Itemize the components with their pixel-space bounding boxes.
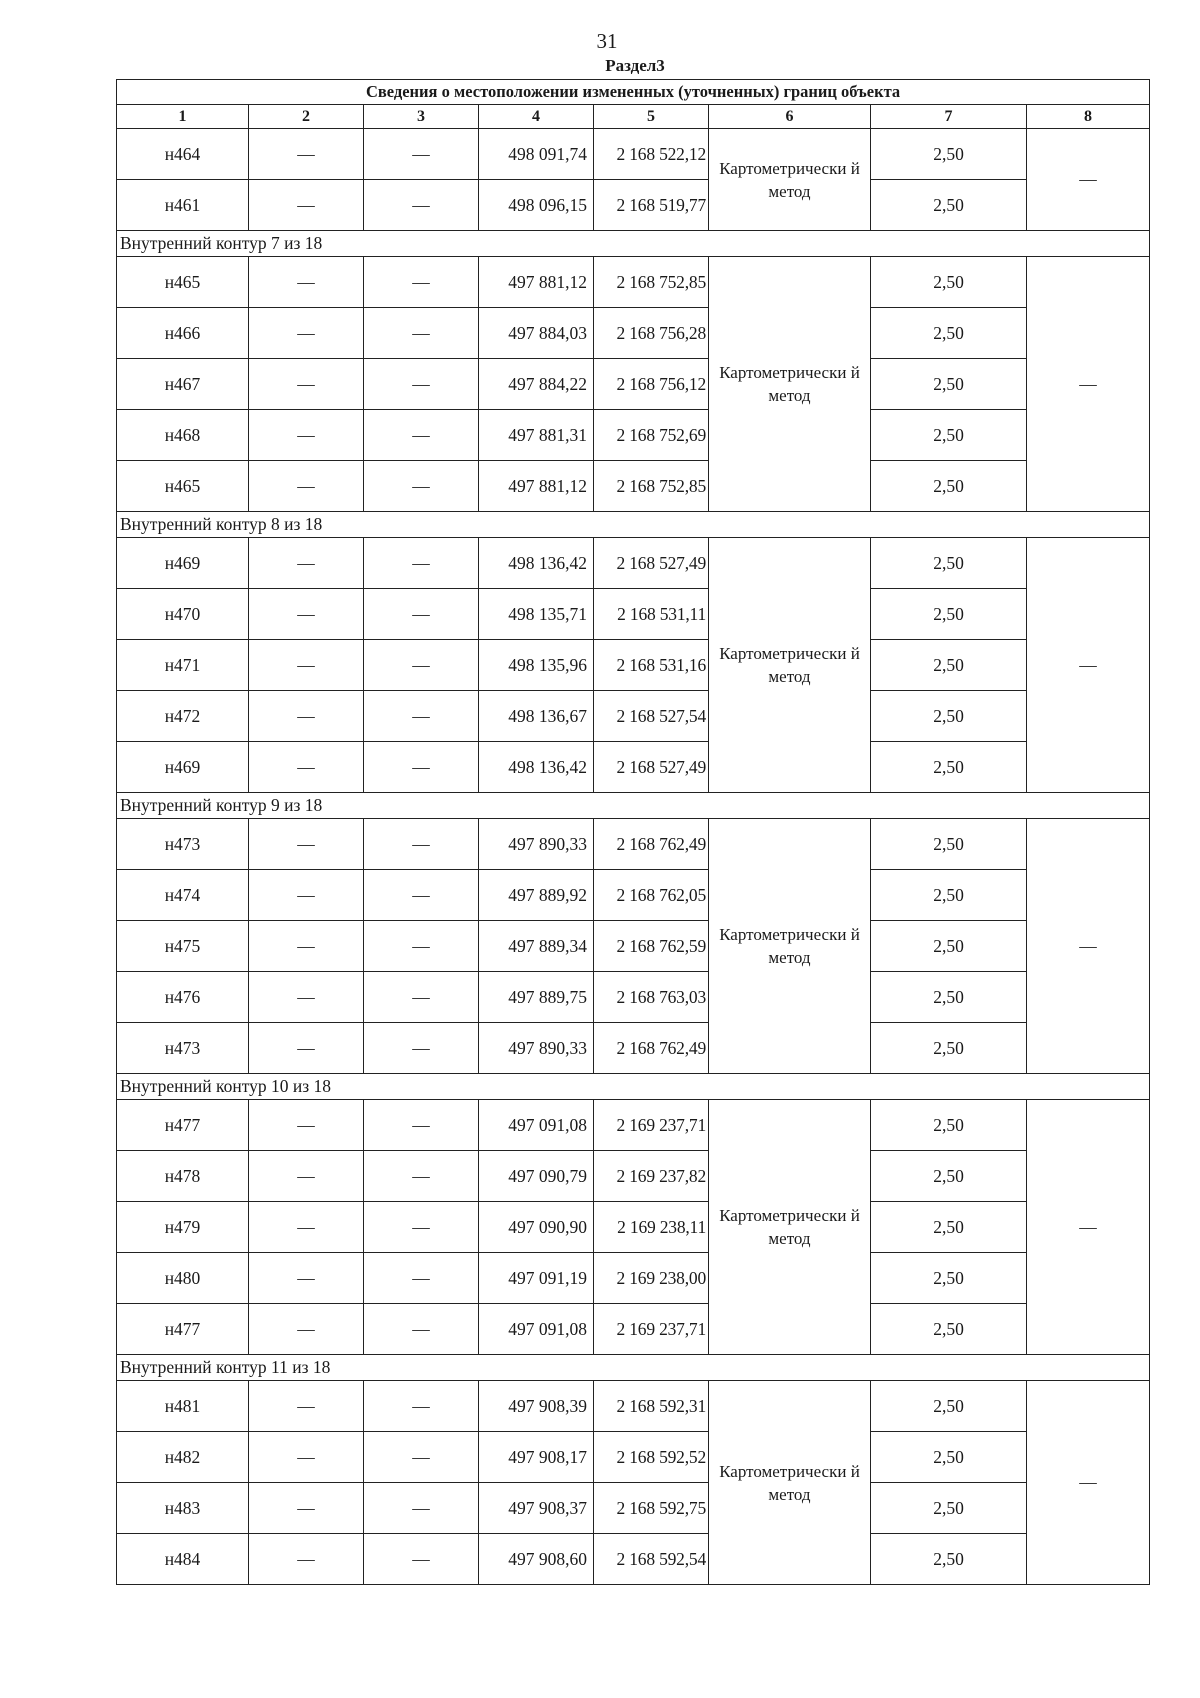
column-3-cell: — (364, 972, 479, 1023)
column-3-cell: — (364, 180, 479, 231)
column-3-cell: — (364, 742, 479, 793)
column-3-cell: — (364, 1304, 479, 1355)
table-row (117, 1432, 1150, 1483)
contour-label-row (117, 512, 1150, 538)
contour-label-row (117, 231, 1150, 257)
column-header: 7 (871, 105, 1027, 129)
accuracy-cell: 2,50 (871, 410, 1027, 461)
point-id-cell: н477 (117, 1100, 249, 1151)
column-3-cell: — (364, 1432, 479, 1483)
table-row (117, 640, 1150, 691)
column-header-row (117, 105, 1150, 129)
column-2-cell: — (249, 1202, 364, 1253)
x-coordinate-cell: 497 090,90 (479, 1202, 594, 1253)
column-3-cell: — (364, 461, 479, 512)
accuracy-cell: 2,50 (871, 129, 1027, 180)
x-coordinate-cell: 497 091,08 (479, 1304, 594, 1355)
point-id-cell: н465 (117, 257, 249, 308)
table-row (117, 308, 1150, 359)
x-coordinate-cell: 497 890,33 (479, 1023, 594, 1074)
column-3-cell: — (364, 691, 479, 742)
contour-label: Внутренний контур 11 из 18 (117, 1355, 1150, 1381)
y-coordinate-cell: 2 168 752,69 (594, 410, 709, 461)
column-3-cell: — (364, 129, 479, 180)
accuracy-cell: 2,50 (871, 257, 1027, 308)
y-coordinate-cell: 2 169 237,71 (594, 1100, 709, 1151)
point-id-cell: н472 (117, 691, 249, 742)
point-id-cell: н478 (117, 1151, 249, 1202)
point-id-cell: н471 (117, 640, 249, 691)
y-coordinate-cell: 2 168 756,12 (594, 359, 709, 410)
contour-label-row (117, 1074, 1150, 1100)
contour-label-row (117, 1355, 1150, 1381)
column-2-cell: — (249, 359, 364, 410)
table-row (117, 972, 1150, 1023)
table-row (117, 359, 1150, 410)
x-coordinate-cell: 497 908,17 (479, 1432, 594, 1483)
column-2-cell: — (249, 1253, 364, 1304)
accuracy-cell: 2,50 (871, 359, 1027, 410)
table-row (117, 870, 1150, 921)
y-coordinate-cell: 2 168 519,77 (594, 180, 709, 231)
column-header: 4 (479, 105, 594, 129)
column-3-cell: — (364, 1381, 479, 1432)
method-cell: Картометрически й метод (709, 1100, 871, 1355)
accuracy-cell: 2,50 (871, 1534, 1027, 1585)
table-row (117, 129, 1150, 180)
table-row (117, 257, 1150, 308)
column-8-cell: — (1027, 819, 1150, 1074)
y-coordinate-cell: 2 168 522,12 (594, 129, 709, 180)
column-8-cell: — (1027, 538, 1150, 793)
table-row (117, 1023, 1150, 1074)
column-3-cell: — (364, 1202, 479, 1253)
y-coordinate-cell: 2 168 527,49 (594, 742, 709, 793)
point-id-cell: н475 (117, 921, 249, 972)
y-coordinate-cell: 2 169 238,00 (594, 1253, 709, 1304)
column-3-cell: — (364, 921, 479, 972)
column-8-cell: — (1027, 1100, 1150, 1355)
x-coordinate-cell: 497 889,75 (479, 972, 594, 1023)
accuracy-cell: 2,50 (871, 972, 1027, 1023)
x-coordinate-cell: 498 096,15 (479, 180, 594, 231)
table-row (117, 1483, 1150, 1534)
accuracy-cell: 2,50 (871, 870, 1027, 921)
x-coordinate-cell: 497 881,31 (479, 410, 594, 461)
column-3-cell: — (364, 1253, 479, 1304)
table-row (117, 742, 1150, 793)
accuracy-cell: 2,50 (871, 819, 1027, 870)
column-8-cell: — (1027, 129, 1150, 231)
table-row (117, 538, 1150, 589)
point-id-cell: н474 (117, 870, 249, 921)
y-coordinate-cell: 2 168 762,05 (594, 870, 709, 921)
x-coordinate-cell: 497 881,12 (479, 257, 594, 308)
accuracy-cell: 2,50 (871, 1381, 1027, 1432)
method-cell: Картометрически й метод (709, 819, 871, 1074)
accuracy-cell: 2,50 (871, 1151, 1027, 1202)
boundary-coordinates-table (116, 79, 1150, 1585)
column-header: 1 (117, 105, 249, 129)
column-header: 5 (594, 105, 709, 129)
column-3-cell: — (364, 870, 479, 921)
accuracy-cell: 2,50 (871, 742, 1027, 793)
table-row (117, 691, 1150, 742)
table-row (117, 1304, 1150, 1355)
column-3-cell: — (364, 1151, 479, 1202)
table-row (117, 461, 1150, 512)
point-id-cell: н483 (117, 1483, 249, 1534)
x-coordinate-cell: 498 091,74 (479, 129, 594, 180)
point-id-cell: н470 (117, 589, 249, 640)
column-3-cell: — (364, 1100, 479, 1151)
column-3-cell: — (364, 1023, 479, 1074)
column-2-cell: — (249, 589, 364, 640)
y-coordinate-cell: 2 168 762,49 (594, 819, 709, 870)
table-row (117, 1100, 1150, 1151)
column-3-cell: — (364, 359, 479, 410)
column-2-cell: — (249, 129, 364, 180)
column-header: 3 (364, 105, 479, 129)
method-cell: Картометрически й метод (709, 129, 871, 231)
point-id-cell: н466 (117, 308, 249, 359)
table-row (117, 1534, 1150, 1585)
column-2-cell: — (249, 819, 364, 870)
column-2-cell: — (249, 640, 364, 691)
y-coordinate-cell: 2 169 238,11 (594, 1202, 709, 1253)
y-coordinate-cell: 2 168 592,75 (594, 1483, 709, 1534)
x-coordinate-cell: 497 884,03 (479, 308, 594, 359)
x-coordinate-cell: 497 881,12 (479, 461, 594, 512)
x-coordinate-cell: 498 136,42 (479, 538, 594, 589)
column-2-cell: — (249, 1304, 364, 1355)
x-coordinate-cell: 497 908,37 (479, 1483, 594, 1534)
column-2-cell: — (249, 1483, 364, 1534)
table-title-row (117, 80, 1150, 105)
table-row (117, 589, 1150, 640)
accuracy-cell: 2,50 (871, 691, 1027, 742)
column-2-cell: — (249, 870, 364, 921)
table-row (117, 1253, 1150, 1304)
point-id-cell: н481 (117, 1381, 249, 1432)
x-coordinate-cell: 497 890,33 (479, 819, 594, 870)
table-title: Сведения о местоположении измененных (уточненных) границ объекта (117, 80, 1150, 105)
point-id-cell: н477 (117, 1304, 249, 1355)
x-coordinate-cell: 497 889,34 (479, 921, 594, 972)
column-2-cell: — (249, 538, 364, 589)
point-id-cell: н473 (117, 1023, 249, 1074)
column-3-cell: — (364, 1483, 479, 1534)
accuracy-cell: 2,50 (871, 1304, 1027, 1355)
column-2-cell: — (249, 742, 364, 793)
column-3-cell: — (364, 819, 479, 870)
y-coordinate-cell: 2 168 531,16 (594, 640, 709, 691)
column-3-cell: — (364, 257, 479, 308)
y-coordinate-cell: 2 168 752,85 (594, 257, 709, 308)
y-coordinate-cell: 2 168 762,59 (594, 921, 709, 972)
point-id-cell: н480 (117, 1253, 249, 1304)
accuracy-cell: 2,50 (871, 1023, 1027, 1074)
column-2-cell: — (249, 1100, 364, 1151)
column-2-cell: — (249, 180, 364, 231)
table-row (117, 410, 1150, 461)
y-coordinate-cell: 2 168 752,85 (594, 461, 709, 512)
accuracy-cell: 2,50 (871, 1483, 1027, 1534)
contour-label: Внутренний контур 10 из 18 (117, 1074, 1150, 1100)
y-coordinate-cell: 2 168 592,54 (594, 1534, 709, 1585)
x-coordinate-cell: 498 135,96 (479, 640, 594, 691)
y-coordinate-cell: 2 168 763,03 (594, 972, 709, 1023)
y-coordinate-cell: 2 168 762,49 (594, 1023, 709, 1074)
x-coordinate-cell: 498 136,42 (479, 742, 594, 793)
point-id-cell: н468 (117, 410, 249, 461)
method-cell: Картометрически й метод (709, 1381, 871, 1585)
table-row (117, 1381, 1150, 1432)
y-coordinate-cell: 2 168 527,54 (594, 691, 709, 742)
point-id-cell: н484 (117, 1534, 249, 1585)
point-id-cell: н473 (117, 819, 249, 870)
method-cell: Картометрически й метод (709, 538, 871, 793)
table-row (117, 1202, 1150, 1253)
x-coordinate-cell: 497 091,19 (479, 1253, 594, 1304)
column-2-cell: — (249, 1151, 364, 1202)
point-id-cell: н476 (117, 972, 249, 1023)
column-3-cell: — (364, 538, 479, 589)
x-coordinate-cell: 497 908,39 (479, 1381, 594, 1432)
point-id-cell: н467 (117, 359, 249, 410)
accuracy-cell: 2,50 (871, 1100, 1027, 1151)
column-2-cell: — (249, 921, 364, 972)
accuracy-cell: 2,50 (871, 589, 1027, 640)
page-number: 31 (596, 29, 618, 53)
column-2-cell: — (249, 691, 364, 742)
y-coordinate-cell: 2 168 592,52 (594, 1432, 709, 1483)
column-2-cell: — (249, 1534, 364, 1585)
table-row (117, 819, 1150, 870)
accuracy-cell: 2,50 (871, 308, 1027, 359)
y-coordinate-cell: 2 168 531,11 (594, 589, 709, 640)
column-3-cell: — (364, 308, 479, 359)
point-id-cell: н461 (117, 180, 249, 231)
x-coordinate-cell: 497 889,92 (479, 870, 594, 921)
x-coordinate-cell: 498 135,71 (479, 589, 594, 640)
table-row (117, 1151, 1150, 1202)
column-3-cell: — (364, 640, 479, 691)
accuracy-cell: 2,50 (871, 1202, 1027, 1253)
table-row (117, 180, 1150, 231)
accuracy-cell: 2,50 (871, 180, 1027, 231)
x-coordinate-cell: 497 090,79 (479, 1151, 594, 1202)
accuracy-cell: 2,50 (871, 921, 1027, 972)
column-header: 2 (249, 105, 364, 129)
accuracy-cell: 2,50 (871, 461, 1027, 512)
contour-label: Внутренний контур 7 из 18 (117, 231, 1150, 257)
x-coordinate-cell: 498 136,67 (479, 691, 594, 742)
x-coordinate-cell: 497 091,08 (479, 1100, 594, 1151)
column-8-cell: — (1027, 257, 1150, 512)
point-id-cell: н469 (117, 538, 249, 589)
column-2-cell: — (249, 972, 364, 1023)
y-coordinate-cell: 2 169 237,82 (594, 1151, 709, 1202)
column-2-cell: — (249, 257, 364, 308)
column-2-cell: — (249, 308, 364, 359)
x-coordinate-cell: 497 884,22 (479, 359, 594, 410)
point-id-cell: н482 (117, 1432, 249, 1483)
column-header: 8 (1027, 105, 1150, 129)
x-coordinate-cell: 497 908,60 (479, 1534, 594, 1585)
accuracy-cell: 2,50 (871, 1253, 1027, 1304)
y-coordinate-cell: 2 168 592,31 (594, 1381, 709, 1432)
y-coordinate-cell: 2 168 756,28 (594, 308, 709, 359)
accuracy-cell: 2,50 (871, 1432, 1027, 1483)
column-2-cell: — (249, 1381, 364, 1432)
column-3-cell: — (364, 410, 479, 461)
point-id-cell: н464 (117, 129, 249, 180)
column-8-cell: — (1027, 1381, 1150, 1585)
column-header: 6 (709, 105, 871, 129)
y-coordinate-cell: 2 169 237,71 (594, 1304, 709, 1355)
contour-label: Внутренний контур 8 из 18 (117, 512, 1150, 538)
section-title: Раздел3 (605, 56, 665, 75)
column-2-cell: — (249, 1023, 364, 1074)
column-2-cell: — (249, 461, 364, 512)
point-id-cell: н479 (117, 1202, 249, 1253)
column-2-cell: — (249, 410, 364, 461)
column-3-cell: — (364, 589, 479, 640)
column-3-cell: — (364, 1534, 479, 1585)
point-id-cell: н469 (117, 742, 249, 793)
table-row (117, 921, 1150, 972)
accuracy-cell: 2,50 (871, 538, 1027, 589)
point-id-cell: н465 (117, 461, 249, 512)
method-cell: Картометрически й метод (709, 257, 871, 512)
contour-label-row (117, 793, 1150, 819)
y-coordinate-cell: 2 168 527,49 (594, 538, 709, 589)
contour-label: Внутренний контур 9 из 18 (117, 793, 1150, 819)
accuracy-cell: 2,50 (871, 640, 1027, 691)
column-2-cell: — (249, 1432, 364, 1483)
